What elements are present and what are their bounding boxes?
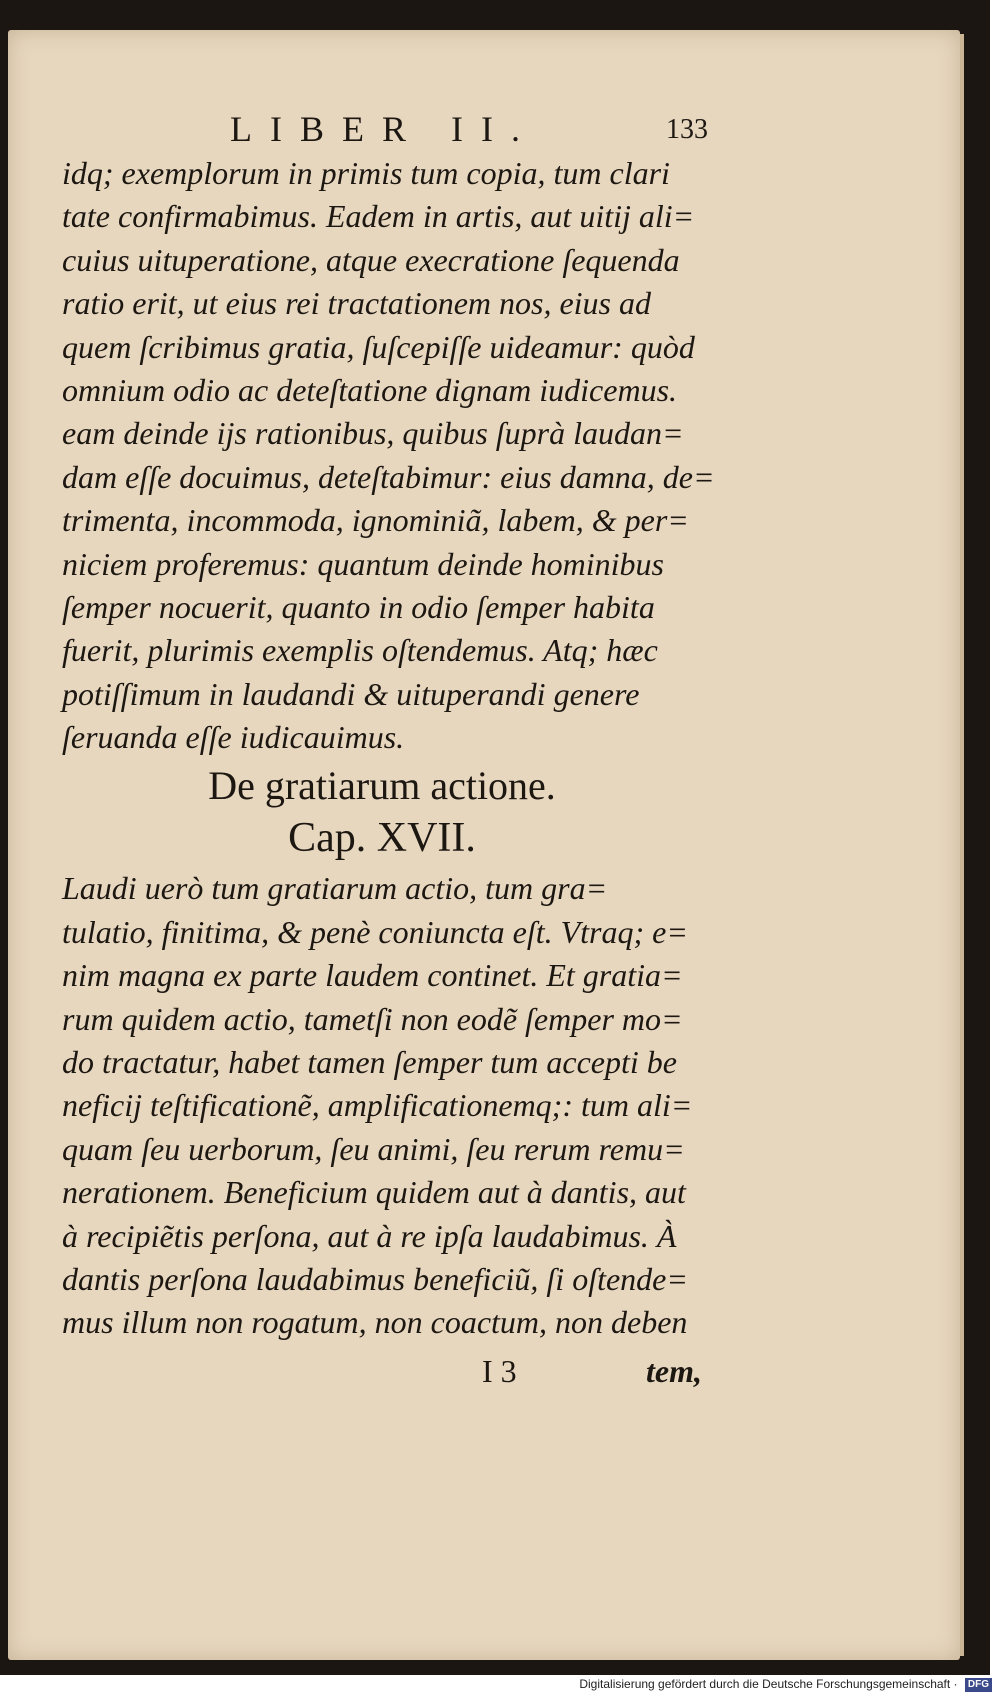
- text-line: rum quidem actio, tametſi non eodẽ ſemper mo=: [62, 1000, 683, 1037]
- text-line: eam deinde ijs rationibus, quibus ſuprà laudan=: [62, 415, 684, 452]
- text-line: quem ſcribimus gratia, ſuſcepiſſe uideamur: quòd: [62, 328, 695, 365]
- text-line: nerationem. Beneficium quidem aut à dantis, aut: [62, 1174, 686, 1211]
- text-line: potiſſimum in laudandi & uituperandi genere: [62, 675, 640, 712]
- text-line: Laudi uerò tum gratiarum actio, tum gra=: [62, 870, 608, 907]
- text-line: idq; exemplorum in primis tum copia, tum clari: [62, 155, 670, 191]
- page-text-block: [62, 108, 715, 1397]
- text-line: tate confirmabimus. Eadem in artis, aut uitij ali=: [62, 198, 695, 235]
- paragraph-1: [62, 152, 715, 759]
- text-line: fuerit, plurimis exemplis oſtendemus. Atq; hæc: [62, 632, 658, 669]
- text-line: dantis perſona laudabimus beneficiũ, ſi oſtende=: [62, 1260, 688, 1297]
- text-line: neficij teſtificationẽ, amplificationemq;: tum ali=: [62, 1087, 693, 1124]
- dfg-logo: DFG: [965, 1678, 992, 1692]
- text-line: dam eſſe docuimus, deteſtabimur: eius damna, de=: [62, 458, 715, 495]
- text-line: trimenta, incommoda, ignominiã, labem, & per=: [62, 502, 689, 539]
- text-line: omnium odio ac deteſtatione dignam iudicemus.: [62, 371, 678, 408]
- text-line: nim magna ex parte laudem continet. Et gratia=: [62, 957, 683, 994]
- credit-text: Digitalisierung gefördert durch die Deutsche Forschungsgemeinschaft ·: [579, 1677, 958, 1691]
- digitization-credit: [579, 1676, 992, 1692]
- page-foot: [62, 1349, 702, 1397]
- chapter-number: Cap. XVII.: [288, 815, 476, 862]
- text-line: ſemper nocuerit, quanto in odio ſemper habita: [62, 588, 655, 625]
- text-line: quam ſeu uerborum, ſeu animi, ſeu rerum remu=: [62, 1130, 685, 1167]
- text-line: cuius uituperatione, atque execratione ſequenda: [62, 241, 680, 278]
- running-title: LIBER II.: [230, 109, 538, 149]
- catchword: tem,: [646, 1352, 702, 1389]
- text-line: ratio erit, ut eius rei tractationem nos, eius ad: [62, 285, 651, 322]
- page-number: 133: [666, 114, 708, 145]
- text-line: à recipiẽtis perſona, aut à re ipſa laudabimus. À: [62, 1217, 677, 1254]
- text-line: do tractatur, habet tamen ſemper tum accepti be: [62, 1044, 677, 1081]
- text-line: niciem proferemus: quantum deinde hominibus: [62, 545, 664, 582]
- text-line: mus illum non rogatum, non coactum, non deben: [62, 1304, 688, 1341]
- chapter-title: De gratiarum actione.: [208, 763, 556, 809]
- text-line: ſeruanda eſſe iudicauimus.: [62, 719, 405, 756]
- signature-mark: I 3: [482, 1352, 517, 1389]
- paragraph-2: [62, 867, 702, 1344]
- running-head: [62, 108, 708, 152]
- text-line: tulatio, finitima, & penè coniuncta eſt. Vtraq; e=: [62, 913, 688, 950]
